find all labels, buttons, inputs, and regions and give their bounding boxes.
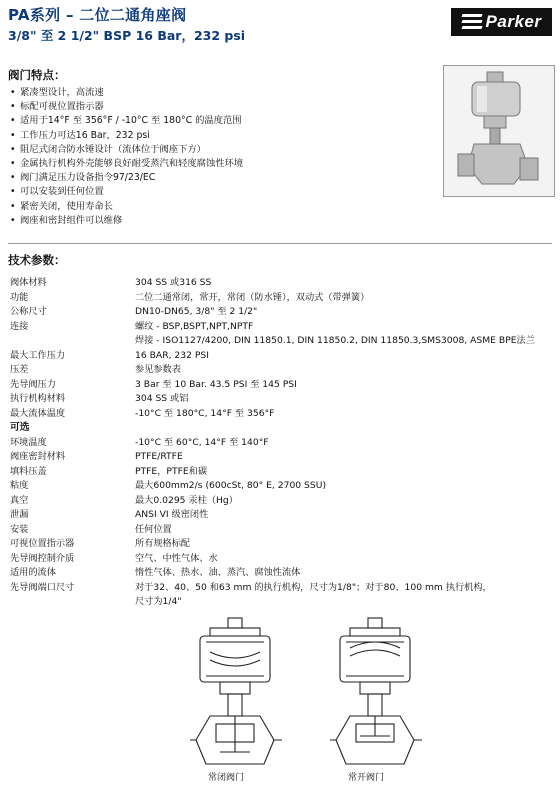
spec-value: ANSI VI 级密闭性 <box>135 509 209 520</box>
feature-item: • 标配可视位置指示器 <box>10 100 243 114</box>
feature-item: • 金属执行机构外壳能够良好耐受蒸汽和轻度腐蚀性环境 <box>10 157 243 171</box>
spec-value: -10°C 至 180°C, 14°F 至 356°F <box>135 407 275 419</box>
spec-row <box>10 392 550 407</box>
spec-value: PTFE/RTFE <box>135 451 183 462</box>
spec-label: 先导阀压力 <box>10 378 56 390</box>
spec-label: 最大工作压力 <box>10 349 66 361</box>
spec-row <box>10 566 550 581</box>
spec-value <box>135 421 550 436</box>
spec-label: 粘度 <box>10 480 29 491</box>
no-valve-caption: 常开阀门 <box>348 773 385 783</box>
spec-label: 适用的流体 <box>10 567 56 578</box>
spec-value: 所有规格标配 <box>135 538 191 549</box>
section-divider <box>8 243 552 244</box>
spec-row <box>10 305 550 320</box>
spec-value: 304 SS 或316 SS <box>135 277 212 288</box>
valve-photo <box>443 65 555 197</box>
spec-row <box>10 494 550 509</box>
page-title: PA系列 – 二位二通角座阀 <box>8 6 187 24</box>
feature-item: • 可以安装到任何位置 <box>10 185 243 199</box>
spec-row <box>10 537 550 552</box>
spec-row <box>10 552 550 567</box>
spec-value: 惰性气体、热水、油、蒸汽、腐蚀性流体 <box>135 567 301 578</box>
feature-item: • 阻尼式闭合防水锤设计（流体位于阀座下方） <box>10 143 243 157</box>
spec-value: 最大0.0295 汞柱（Hg） <box>135 494 238 506</box>
spec-row <box>10 320 550 349</box>
feature-item: • 适用于14°F 至 356°F / -10°C 至 180°C 的温度范围 <box>10 114 243 128</box>
feature-item: • 紧密关闭，使用寿命长 <box>10 200 243 214</box>
spec-label: 阀体材料 <box>10 277 47 288</box>
valve-diagrams <box>190 612 450 782</box>
spec-value: 304 SS 或铝 <box>135 393 189 404</box>
spec-row <box>10 378 550 393</box>
spec-value: 对于32、40、50 和63 mm 的执行机构，尺寸为1/8"；对于80、100 mm 执行机构， 尺寸为1/4" <box>135 581 492 607</box>
spec-row <box>10 450 550 465</box>
feature-item: • 阀座和密封组件可以维修 <box>10 214 243 228</box>
spec-value: DN10-DN65, 3/8" 至 2 1/2" <box>135 306 258 317</box>
spec-label: 填料压盖 <box>10 465 47 477</box>
spec-value: 空气、中性气体、水 <box>135 552 218 564</box>
spec-label: 真空 <box>10 494 29 506</box>
spec-row <box>10 407 550 422</box>
feature-item: • 阀门满足压力设备指令97/23/EC <box>10 171 243 185</box>
spec-row <box>10 508 550 523</box>
nc-valve-caption: 常闭阀门 <box>208 773 245 783</box>
specs-table <box>10 276 550 610</box>
spec-value: 16 BAR, 232 PSI <box>135 349 209 361</box>
spec-value: PTFE，PTFE和碳 <box>135 465 208 477</box>
spec-label: 公称尺寸 <box>10 306 47 317</box>
spec-value: 参见参数表 <box>135 364 181 375</box>
spec-row <box>10 436 550 451</box>
spec-row <box>10 465 550 480</box>
no-valve-drawing <box>330 618 422 764</box>
nc-valve-drawing <box>190 618 282 764</box>
features-list <box>10 86 243 228</box>
spec-value: -10°C 至 60°C, 14°F 至 140°F <box>135 436 269 448</box>
spec-label: 连接 <box>10 320 29 332</box>
spec-label: 环境温度 <box>10 436 47 448</box>
feature-item: • 工作压力可达16 Bar，232 psi <box>10 129 243 143</box>
spec-row <box>10 291 550 306</box>
spec-label: 可视位置指示器 <box>10 538 75 549</box>
spec-label: 最大流体温度 <box>10 407 66 419</box>
feature-item: • 紧凑型设计，高流速 <box>10 86 243 100</box>
parker-logo <box>451 8 552 36</box>
spec-label: 阀座密封材料 <box>10 451 66 462</box>
spec-row <box>10 479 550 494</box>
spec-label: 压差 <box>10 364 29 375</box>
spec-row <box>10 349 550 364</box>
specs-heading: 技术参数： <box>8 253 66 267</box>
spec-row <box>10 581 550 610</box>
spec-value: 二位二通常闭，常开，常闭（防水锤），双动式（带弹簧） <box>135 291 370 303</box>
spec-value: 螺纹 - BSP,BSPT,NPT,NPTF 焊接 - ISO1127/4200, DIN 11850.1, DIN 11850.2, DIN 11850.3,SMS3008, ASME BPE法兰 <box>135 320 535 346</box>
spec-label: 安装 <box>10 523 29 535</box>
parker-logo-text: Parker <box>485 12 542 31</box>
spec-label: 执行机构材料 <box>10 393 66 404</box>
spec-row <box>10 276 550 291</box>
spec-value: 任何位置 <box>135 523 172 535</box>
spec-label: 可选 <box>10 422 30 433</box>
spec-row <box>10 363 550 378</box>
parker-logo-mark <box>462 12 482 32</box>
spec-label: 先导阀控制介质 <box>10 552 75 564</box>
spec-subheading-row <box>10 421 550 436</box>
spec-label: 泄漏 <box>10 509 29 520</box>
page-subtitle: 3/8" 至 2 1/2" BSP 16 Bar，232 psi <box>8 28 246 43</box>
features-heading: 阀门特点： <box>8 68 66 82</box>
spec-label: 先导阀端口尺寸 <box>10 581 75 593</box>
spec-row <box>10 523 550 538</box>
spec-label: 功能 <box>10 291 29 303</box>
spec-value: 最大600mm2/s (600cSt, 80° E, 2700 SSU) <box>135 480 327 491</box>
spec-value: 3 Bar 至 10 Bar. 43.5 PSI 至 145 PSI <box>135 378 297 390</box>
